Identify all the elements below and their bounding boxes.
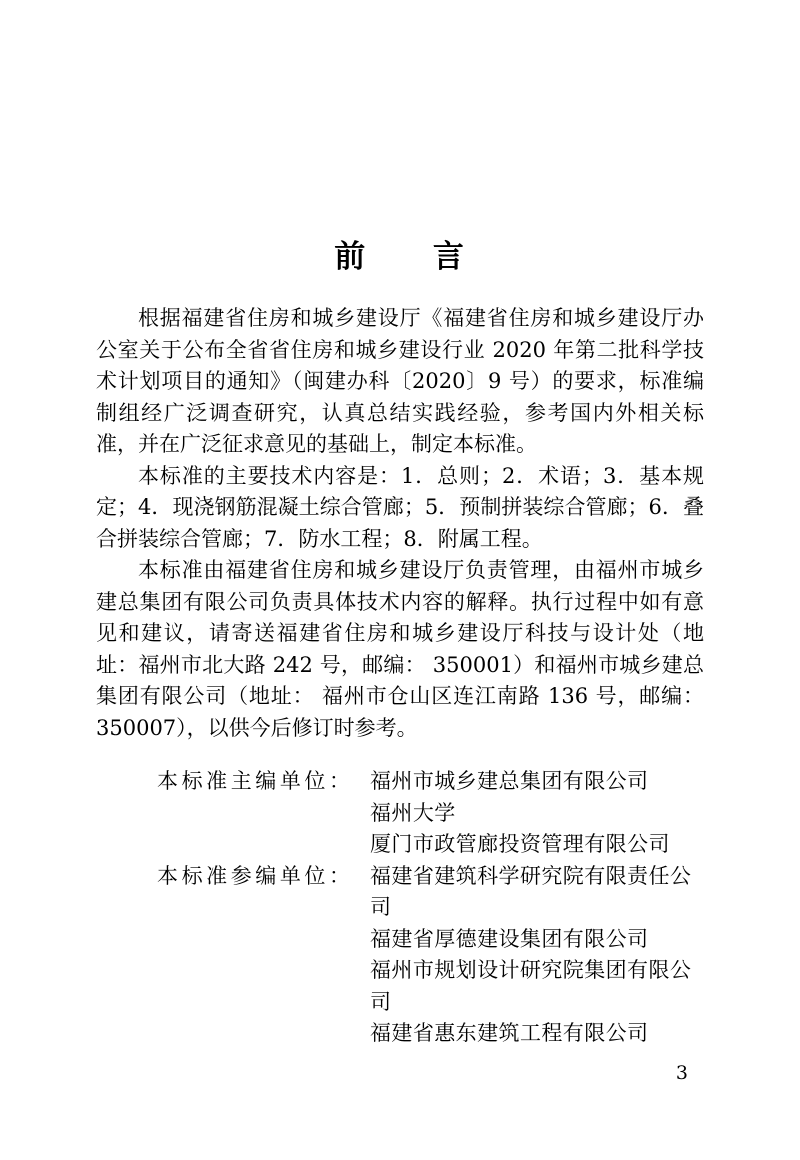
list-item: 福州市规划设计研究院集团有限公司 (370, 958, 692, 1014)
list-item: 福建省建筑科学研究院有限责任公司 (370, 863, 692, 919)
participating-units-list (370, 861, 704, 1050)
chief-editor-units-label: 本标准主编单位： (157, 769, 354, 793)
paragraph-3: 本标准由福建省住房和城乡建设厅负责管理，由福州市城乡建总集团有限公司负责具体技术内容的解释。执行过程中如有意见和建议，请寄送福建省住房和城乡建设厅科技与设计处（地址：福州市北大路 242 号，邮编： 350001）和福州市城乡建总集团有限公司（地址： 福州市仓山区连江南路 136 号，邮编： 350007），以供今后修订时参考。 (96, 558, 704, 740)
list-item: 福建省惠东建筑工程有限公司 (370, 1021, 649, 1045)
paragraph-1: 根据福建省住房和城乡建设厅《福建省住房和城乡建设厅办公室关于公布全省省住房和城乡建设行业 2020 年第二批科学技术计划项目的通知》（闽建办科〔2020〕9 号）的要求，标准编制组经广泛调查研究，认真总结实践经验，参考国内外相关标准，并在广泛征求意见的基础上，制定本标准。 (96, 306, 704, 456)
participating-units-label: 本标准参编单位： (157, 863, 354, 888)
list-item: 福州大学 (370, 800, 456, 825)
page-title: 前 言 (334, 238, 466, 275)
chief-editor-units-list (370, 766, 704, 861)
chief-editor-units-row (96, 766, 704, 861)
paragraph-2: 本标准的主要技术内容是：1．总则；2．术语；3．基本规定；4．现浇钢筋混凝土综合管廊；5．预制拼装综合管廊；6．叠合拼装综合管廊；7．防水工程；8．附属工程。 (96, 463, 704, 551)
units-section (96, 766, 704, 1050)
list-item: 福州市城乡建总集团有限公司 (370, 769, 649, 793)
list-item: 福建省厚德建设集团有限公司 (370, 926, 649, 951)
page-number: 3 (675, 1062, 688, 1084)
body-text-block (96, 303, 704, 744)
participating-units-row (96, 861, 704, 1050)
list-item: 厦门市政管廊投资管理有限公司 (370, 832, 670, 856)
